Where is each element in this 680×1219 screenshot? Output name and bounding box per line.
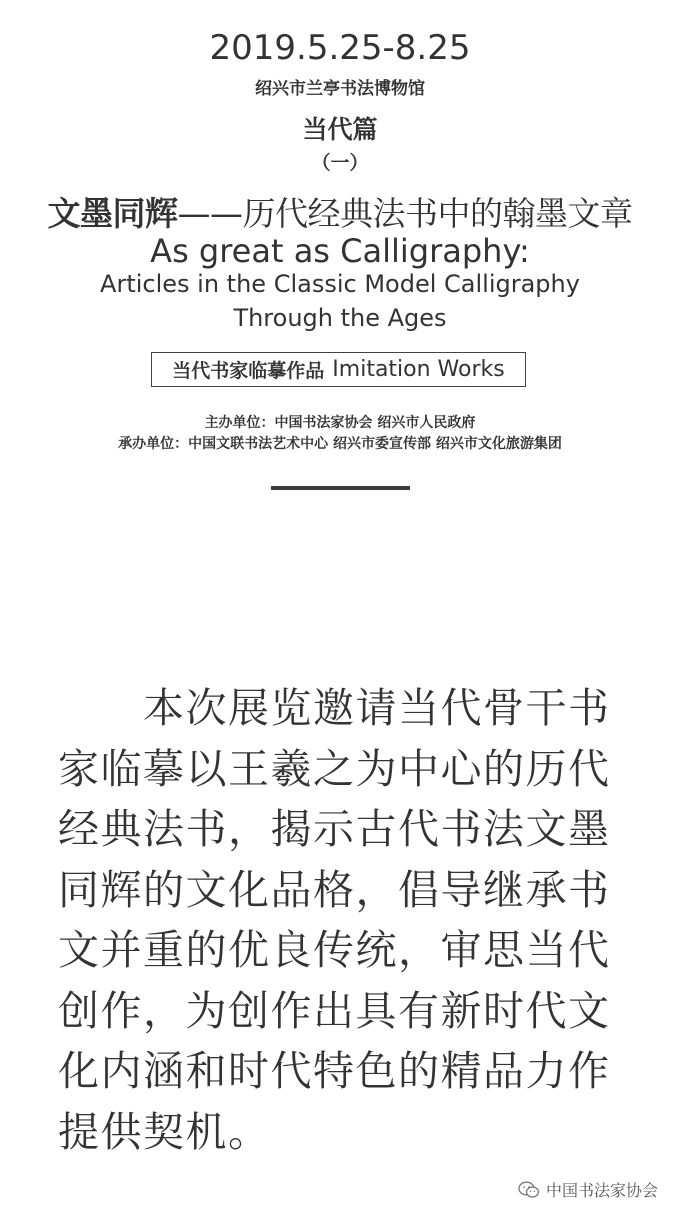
intro-paragraph xyxy=(58,678,628,1162)
part-number: （一） xyxy=(311,152,369,174)
divider-bar xyxy=(271,486,410,490)
source-watermark xyxy=(518,1178,658,1201)
watermark-text: 中国书法家协会 xyxy=(545,1181,658,1200)
undertaking-organizers: 承办单位：中国文联书法艺术中心 绍兴市委宣传部 绍兴市文化旅游集团 xyxy=(118,436,562,452)
title-zh-subtitle: 历代经典法书中的翰墨文章 xyxy=(242,194,633,233)
title-zh-main: 文墨同辉 xyxy=(47,194,178,233)
intro-line: 化内涵和时代特色的精品力作 xyxy=(58,1047,611,1095)
category-badge-en: Imitation Works xyxy=(332,357,505,382)
intro-line: 同辉的文化品格，倡导继承书 xyxy=(58,865,611,914)
exhibition-title-en-line2: Articles in the Classic Model Calligraphy xyxy=(100,270,580,298)
exhibition-title-zh xyxy=(0,188,680,235)
intro-line: 提供契机。 xyxy=(58,1107,271,1156)
date-range: 2019.5.25-8.25 xyxy=(209,28,471,68)
category-badge-zh: 当代书家临摹作品 xyxy=(172,360,325,382)
category-badge xyxy=(151,352,526,387)
intro-line: 文并重的优良传统，审思当代 xyxy=(58,926,611,974)
section-title: 当代篇 xyxy=(302,115,378,144)
exhibition-title-en-line1: As great as Calligraphy: xyxy=(150,232,530,270)
intro-line: 创作，为创作出具有新时代文 xyxy=(58,986,611,1035)
venue-name: 绍兴市兰亭书法博物馆 xyxy=(255,79,425,99)
intro-line: 家临摹以王羲之为中心的历代 xyxy=(58,744,611,793)
wechat-icon xyxy=(518,1181,540,1199)
title-zh-dash: —— xyxy=(177,194,243,233)
intro-line: 本次展览邀请当代骨干书 xyxy=(58,684,611,732)
host-organizers: 主办单位：中国书法家协会 绍兴市人民政府 xyxy=(204,415,476,431)
exhibition-title-en-line3: Through the Ages xyxy=(233,304,447,332)
intro-line: 经典法书，揭示古代书法文墨 xyxy=(58,805,611,853)
